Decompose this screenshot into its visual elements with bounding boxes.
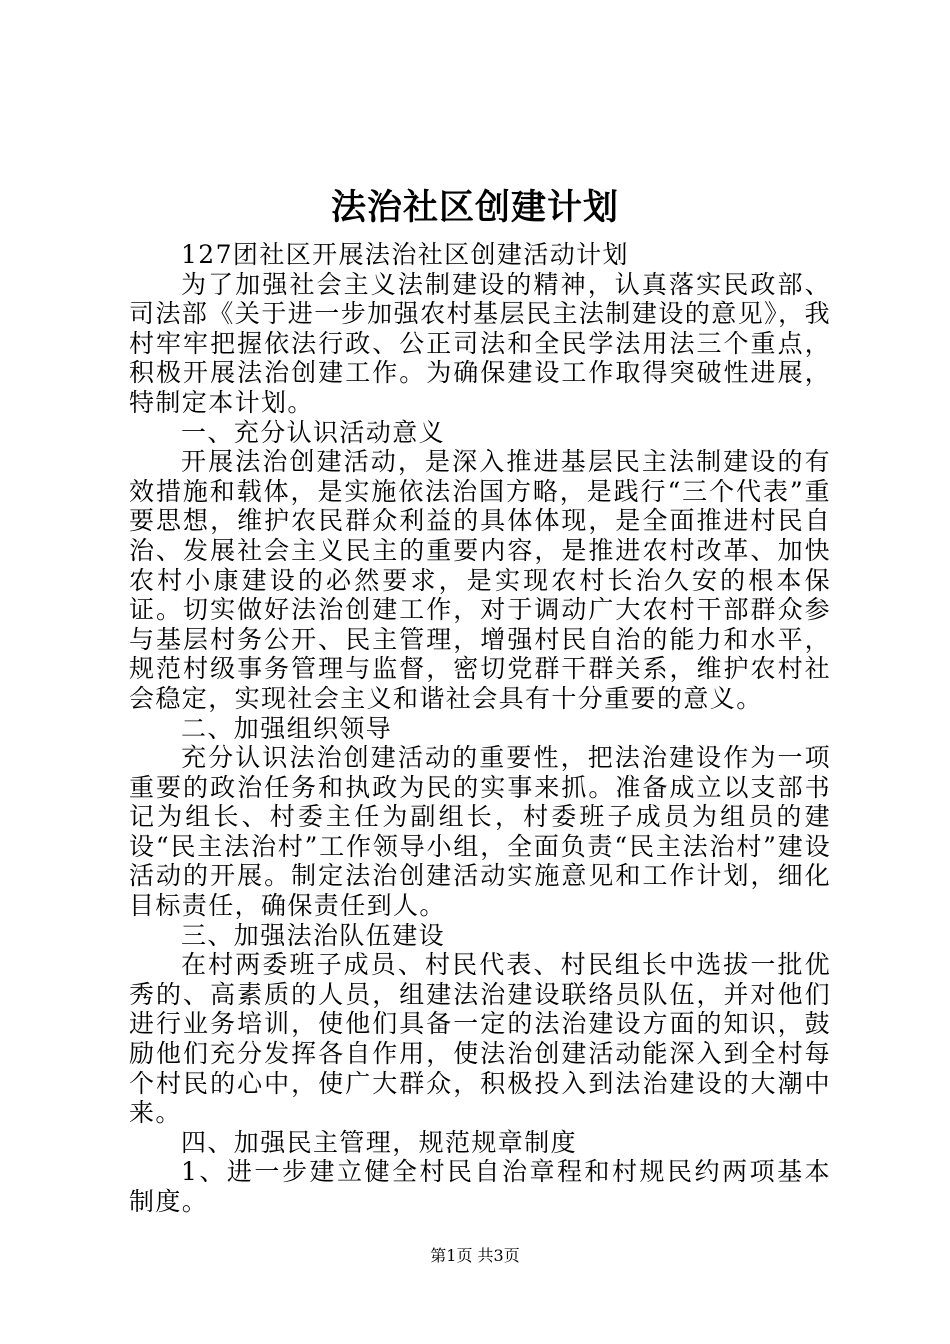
document-title: 法治社区创建计划 xyxy=(330,187,619,228)
plan-subtitle: 127团社区开展法治社区创建活动计划 xyxy=(181,240,629,269)
section-paragraph-3: 在村两委班子成员、村民代表、村民组长中选拔一批优秀的、高素质的人员，组建法治建设联络员队伍，并对他们进行业务培训，使他们具备一定的法治建设方面的知识，鼓励他们充分发挥各自作用，使法治创建活动能深入到全村每个村民的心中，使广大群众，积极投入到法治建设的大潮中来。 xyxy=(129,950,831,1128)
intro-paragraph: 为了加强社会主义法制建设的精神，认真落实民政部、司法部《关于进一步加强农村基层民主法制建设的意见》，我村牢牢把握依法行政、公正司法和全民学法用法三个重点，积极开展法治创建工作。为确保建设工作取得突破性进展，特制定本计划。 xyxy=(129,269,831,417)
section-paragraph-2: 充分认识法治创建活动的重要性，把法治建设作为一项重要的政治任务和执政为民的实事来抓。准备成立以支部书记为组长、村委主任为副组长，村委班子成员为组员的建设“民主法治村”工作领导小组，全面负责“民主法治村”建设活动的开展。制定法治创建活动实施意见和工作计划，细化目标责任，确保责任到人。 xyxy=(129,743,831,921)
page-number-footer: 第1页 共3页 xyxy=(430,1246,520,1265)
section-heading-3: 三、加强法治队伍建设 xyxy=(181,920,446,950)
section-paragraph-4: 1、进一步建立健全村民自治章程和村规民约两项基本制度。 xyxy=(129,1157,831,1216)
document-body xyxy=(129,240,831,1217)
section-heading-2: 二、加强组织领导 xyxy=(181,713,393,743)
section-heading-1: 一、充分认识活动意义 xyxy=(181,417,446,447)
section-paragraph-1: 开展法治创建活动，是深入推进基层民主法制建设的有效措施和载体，是实施依法治国方略，是践行“三个代表”重要思想，维护农民群众利益的具体体现，是全面推进村民自治、发展社会主义民主的重要内容，是推进农村改革、加快农村小康建设的必然要求，是实现农村长治久安的根本保证。切实做好法治创建工作，对于调动广大农村干部群众参与基层村务公开、民主管理，增强村民自治的能力和水平，规范村级事务管理与监督，密切党群干群关系，维护农村社会稳定，实现社会主义和谐社会具有十分重要的意义。 xyxy=(129,447,831,713)
section-heading-4: 四、加强民主管理，规范规章制度 xyxy=(181,1127,578,1157)
